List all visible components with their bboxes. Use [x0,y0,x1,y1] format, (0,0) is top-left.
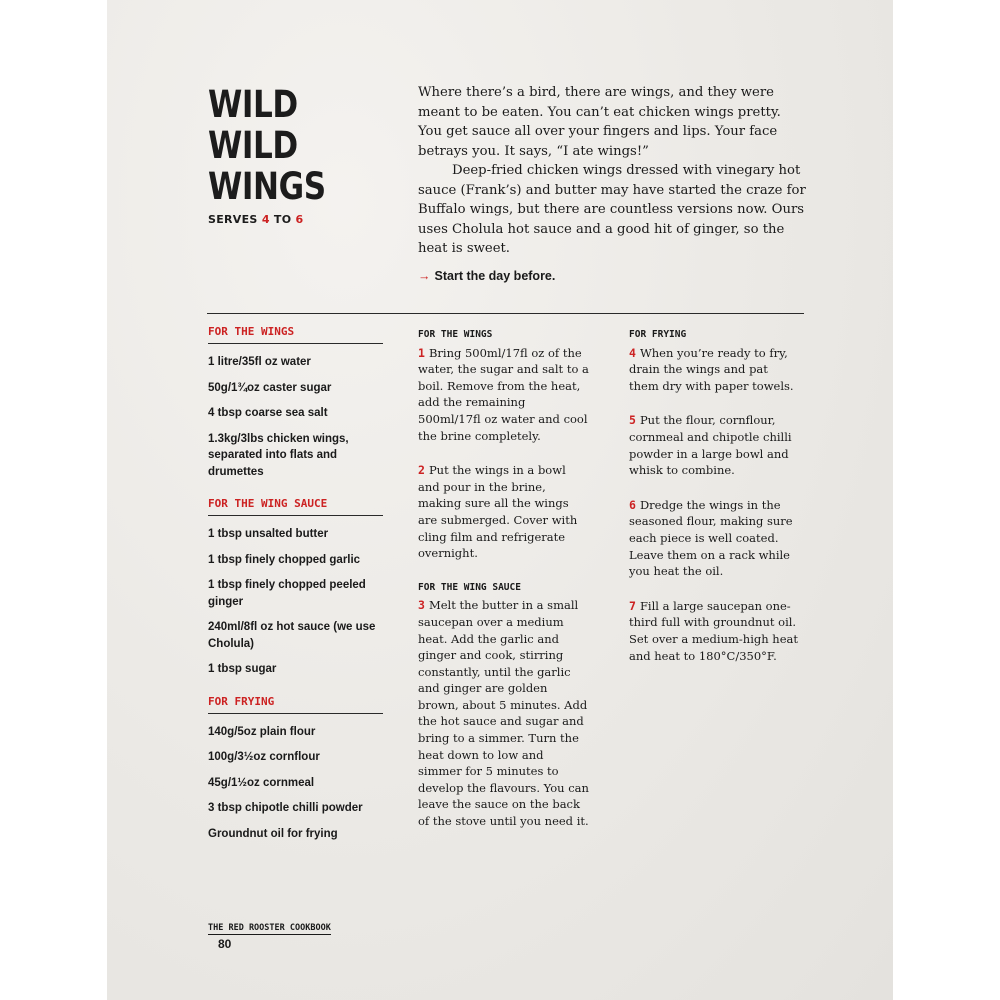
title-line-3: WINGS [208,165,326,208]
method-step-5 [629,412,801,478]
ingredient-item: 50g/1¾oz caster sugar [208,381,332,394]
title-line-2: WILD [208,124,298,167]
ingredient-item: 45g/1½oz cornmeal [208,776,315,789]
ingredient-item: 3 tbsp chipotle chilli powder [208,802,363,814]
ingredient-item: Groundnut oil for frying [208,827,338,840]
recipe-title [208,84,348,207]
method-step-1 [418,345,590,445]
method-step-2 [418,462,590,562]
start-note-text: Start the day before. [434,269,556,283]
method-step-7 [629,598,801,664]
ingredients-heading: FOR THE WINGS [208,325,383,344]
start-note [418,269,555,283]
step-number: 3 [418,598,425,613]
step-text: Put the flour, cornflour, cornmeal and chipotle chilli powder in a large bowl and whisk to combine. [629,413,792,478]
serves-line [208,213,304,226]
method-step-3 [418,597,590,829]
ingredient-item: 1 tbsp sugar [208,663,277,675]
serves-min: 4 [261,213,270,226]
serves-label: SERVES [208,213,258,226]
step-number: 7 [629,598,636,613]
step-text: Melt the butter in a small saucepan over a medium heat. Add the garlic and ginger and cook, stirring constantly, until the garlic and ginger are golden brown, about 5 minutes. Add the hot sauce and sugar and bring to a simmer. Turn the heat down to low and simmer for 5 minutes to develop the flavours. You can leave the sauce on the back of the stove until you need it. [418,598,589,829]
step-text: Put the wings in a bowl and pour in the brine, making sure all the wings are submerged. Cover with cling film and refrigerate overnight. [418,463,578,561]
ingredients-heading: FOR FRYING [208,695,383,714]
method-step-4 [629,345,801,395]
ingredient-item: 140g/5oz plain flour [208,725,316,738]
page-number: 80 [218,937,232,951]
step-number: 1 [418,345,425,360]
method-heading-frying: FOR FRYING [629,329,687,340]
method-column-1 [418,327,590,848]
recipe-intro [418,83,808,259]
step-number: 6 [629,497,636,512]
ingredient-item: 1 tbsp finely chopped peeled ginger [208,579,366,608]
ingredient-item: 1 tbsp unsalted butter [208,528,329,540]
ingredient-item: 1 litre/35fl oz water [208,356,311,368]
section-divider [207,313,804,314]
intro-paragraph-2: Deep-fried chicken wings dressed with vinegary hot sauce (Frank’s) and butter may have started the craze for Buffalo wings, but there are countless versions now. Ours uses Cholula hot sauce and a good hit of ginger, so the heat is sweet. [418,163,806,256]
ingredients-group-wings [208,325,383,480]
ingredients-group-frying [208,695,383,843]
arrow-right-icon: → [418,269,431,283]
method-heading-wing-sauce: FOR THE WING SAUCE [418,581,521,593]
ingredient-item: 4 tbsp coarse sea salt [208,407,328,419]
step-text: Bring 500ml/17fl oz of the water, the sugar and salt to a boil. Remove from the heat, add the remaining 500ml/17fl oz water and cool the brine completely. [418,345,589,443]
title-line-1: WILD [208,83,298,126]
ingredient-item: 100g/3½oz cornflour [208,751,320,763]
ingredients-heading: FOR THE WING SAUCE [208,497,383,516]
cookbook-page [107,0,893,1000]
ingredient-item: 1 tbsp finely chopped garlic [208,553,361,566]
step-number: 2 [418,463,425,478]
book-title: THE RED ROOSTER COOKBOOK [208,923,331,933]
step-number: 4 [629,345,636,360]
method-heading-wings: FOR THE WINGS [418,329,493,340]
intro-paragraph-1: Where there’s a bird, there are wings, and they were meant to be eaten. You can’t eat chicken wings pretty. You get sauce all over your fingers and lips. Your face betrays you. It says, “I ate wings!” [418,85,781,159]
step-number: 5 [629,413,636,428]
ingredients-group-wing-sauce [208,497,383,678]
ingredients-column [208,325,383,851]
method-column-2 [629,327,801,682]
step-text: Fill a large saucepan one-third full with groundnut oil. Set over a medium-high heat and heat to 180°C/350°F. [629,598,798,663]
method-step-6 [629,497,801,580]
serves-max: 6 [295,213,304,226]
ingredient-item: 1.3kg/3lbs chicken wings, separated into flats and drumettes [208,432,349,478]
step-text: Dredge the wings in the seasoned flour, making sure each piece is well coated. Leave them on a rack while you heat the oil. [629,497,793,579]
ingredient-item: 240ml/8fl oz hot sauce (we use Cholula) [208,621,376,650]
serves-to: TO [273,213,292,226]
step-text: When you’re ready to fry, drain the wings and pat them dry with paper towels. [629,345,794,393]
